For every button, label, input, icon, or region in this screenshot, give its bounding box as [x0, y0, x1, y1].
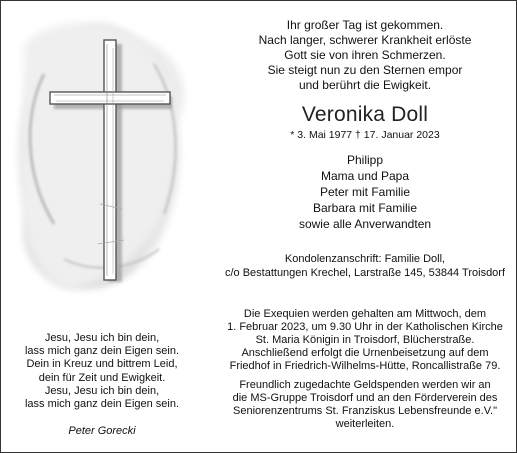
service-line: 1. Februar 2023, um 9.30 Uhr in der Katholischen Kirche: [227, 321, 503, 333]
mourner: Barbara mit Familie: [312, 201, 418, 215]
intro-line: Nach langer, schwerer Krankheit erlöste: [258, 33, 472, 47]
donation-line: Seniorenzentrums St. Franziskus Lebensfreunde e.V.": [233, 405, 497, 417]
life-dates: * 3. Mai 1977 † 17. Januar 2023: [290, 129, 440, 141]
service-line: Friedhof in Friedrich-Wilhelms-Hütte, Roncallistraße 79.: [229, 360, 501, 372]
donation-line: Freundlich zugedachte Geldspenden werden wir an: [239, 379, 491, 391]
service-line: Die Exequien werden gehalten am Mittwoch, dem: [243, 308, 487, 320]
donation-line: die MS-Gruppe Troisdorf und an den Förderverein des: [232, 392, 498, 404]
mourner: sowie alle Anverwandten: [298, 217, 432, 231]
intro-verse: [215, 18, 515, 93]
mourner: Mama und Papa: [320, 169, 410, 183]
poem: [4, 332, 200, 411]
condolence-line: c/o Bestattungen Krechel, Larstraße 145, 53844 Troisdorf: [224, 267, 506, 279]
service-line: St. Maria Königin in Troisdorf, Blücherstraße.: [255, 334, 475, 346]
poem-line: lass mich ganz dein Eigen sein.: [24, 398, 180, 411]
mourner: Peter mit Familie: [319, 185, 411, 199]
deceased-name: Veronika Doll: [301, 103, 429, 126]
donation-line: weiterleiten.: [335, 418, 395, 430]
poem-line: Jesu, Jesu ich bin dein,: [44, 332, 160, 344]
mourners-list: [215, 152, 515, 232]
service-line: Anschließend erfolgt die Urnenbeisetzung auf dem: [241, 347, 489, 359]
mourner: Philipp: [346, 153, 384, 167]
service-info: [215, 308, 515, 373]
cross-icon: [4, 4, 200, 304]
intro-line: Ihr großer Tag ist gekommen.: [286, 18, 444, 32]
poem-author: Peter Gorecki: [68, 425, 136, 437]
condolence-line: Kondolenzanschrift: Familie Doll,: [284, 253, 446, 265]
poem-line: Jesu, Jesu ich bin dein,: [44, 384, 160, 397]
donation-note: [215, 379, 515, 431]
condolence-address: [215, 252, 515, 280]
intro-line: und berührt die Ewigkeit.: [298, 78, 432, 92]
poem-line: dein für Zeit und Ewigkeit.: [38, 371, 166, 384]
poem-line: lass mich ganz dein Eigen sein.: [24, 345, 180, 358]
intro-line: Gott sie von ihren Schmerzen.: [284, 48, 446, 62]
intro-line: Sie steigt nun zu den Sternen empor: [267, 63, 463, 77]
poem-line: Dein in Kreuz und bittrem Leid,: [26, 358, 178, 371]
